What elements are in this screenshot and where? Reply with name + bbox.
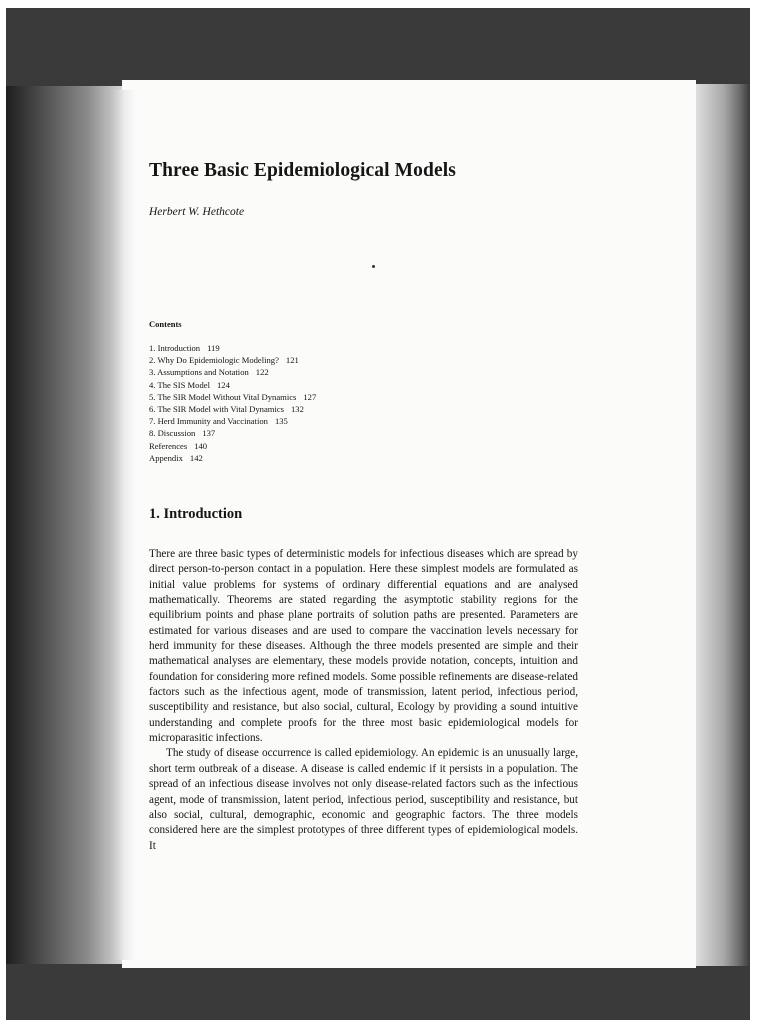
paragraph: The study of disease occurrence is called epidemiology. An epidemic is an unusually large, short term outbreak of a disease. A disease is called endemic if it persists in a population. The spread of an infectious disease involves not only disease-related factors such as the infectious agent, mode of transmission, latent period, infectious period, susceptibility and resistance, but also social, cultural, demographic, economic and geographic factors. The three models considered here are the simplest prototypes of three different types of epidemiological models. It <box>149 747 578 852</box>
paragraph: There are three basic types of deterministic models for infectious diseases which are spread by direct person-to-person contact in a population. Here these simplest models are formulated as initial value problems for systems of ordinary differential equations and are analysed mathematically. Theorems are stated regarding the asymptotic stability regions for the equilibrium points and phase plane portraits of solution paths are presented. Parameters are estimated for various diseases and are used to compare the vaccination levels necessary for herd immunity for these diseases. Although the three models presented are simple and their mathematical analyses are elementary, these models provide notation, concepts, intuition and foundation for considering more refined models. Some possible refinements are disease-related factors such as the infectious agent, mode of transmission, latent period, infectious period, susceptibility and resistance, but also social, cultural, Ecology by providing a sound intuitive understanding and complete proofs for the three most basic epidemiological models for microparasitic infections. <box>149 548 578 745</box>
toc-entry: 3. Assumptions and Notation 122 <box>149 367 269 378</box>
toc-entry: References 140 <box>149 440 208 451</box>
book-page <box>122 80 696 968</box>
book-gutter-shadow <box>6 86 122 964</box>
toc-entry: 2. Why Do Epidemiologic Modeling? 121 <box>149 355 299 366</box>
author-name: Herbert W. Hethcote <box>149 206 245 218</box>
table-of-contents <box>149 342 316 464</box>
toc-entry: 4. The SIS Model 124 <box>149 379 230 390</box>
toc-entry: 5. The SIR Model Without Vital Dynamics 127 <box>149 391 317 402</box>
toc-entry: 8. Discussion 137 <box>149 428 216 439</box>
toc-entry: 1. Introduction 119 <box>149 343 220 353</box>
contents-heading: Contents <box>149 319 182 329</box>
body-text <box>149 547 578 854</box>
page-curl-left <box>108 90 136 960</box>
toc-entry: 6. The SIR Model with Vital Dynamics 132 <box>149 404 304 415</box>
toc-entry: Appendix 142 <box>149 452 203 463</box>
section-heading: 1. Introduction <box>149 506 243 522</box>
toc-entry: 7. Herd Immunity and Vaccination 135 <box>149 416 288 427</box>
document-title: Three Basic Epidemiological Models <box>149 160 456 181</box>
scan-speck <box>372 265 375 268</box>
